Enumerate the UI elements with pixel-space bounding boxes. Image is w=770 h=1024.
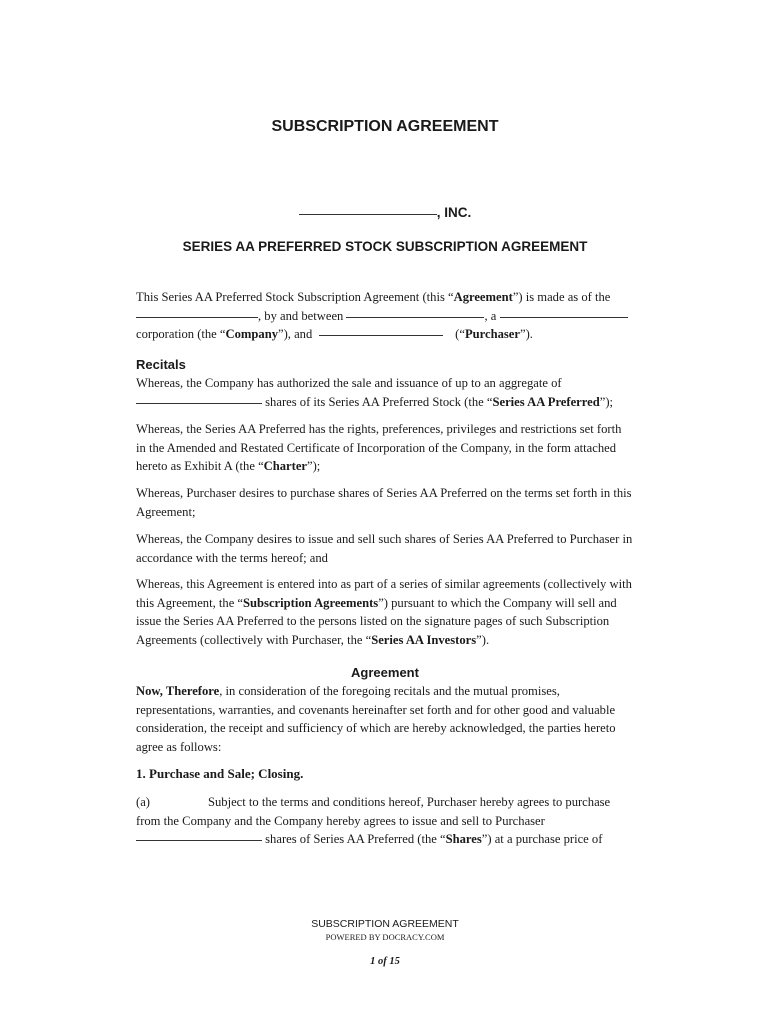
intro-text: ”), and: [278, 327, 313, 341]
intro-defined-term: Agreement: [453, 290, 513, 304]
recital-text: Whereas, the Series AA Preferred has the rights, preferences, privileges and restrictions set forth in the Amended and Restated Certificate of Incorporation of the Company, in the form attached hereto as Exhibit A (the “: [136, 422, 622, 473]
clause-text: ”) at a purchase price of: [481, 832, 603, 846]
company-suffix: , INC.: [436, 205, 472, 220]
intro-text: corporation (the “: [136, 327, 226, 341]
intro-text: (“: [455, 327, 465, 341]
document-title: SUBSCRIPTION AGREEMENT: [271, 118, 499, 135]
purchase-shares-blank: [136, 839, 262, 841]
footer-title: SUBSCRIPTION AGREEMENT: [311, 918, 459, 930]
state-blank: [500, 316, 628, 318]
recital-text: ”);: [307, 459, 321, 473]
footer-powered-by: POWERED BY DOCRACY.COM: [325, 932, 445, 942]
clause-label: (a): [136, 795, 150, 809]
date-blank: [136, 316, 258, 318]
recital-defined-term: Series AA Investors: [371, 632, 477, 647]
recital-2: [136, 420, 633, 476]
recital-text: ”) pursuant to which the Company will sell and issue the Series AA Preferred to the persons listed on the signature pages of such Subscription Agreements (collectively with Purchaser, the “: [136, 595, 617, 647]
recitals-heading: Recitals: [136, 357, 186, 372]
recital-5: [136, 575, 633, 649]
agreement-text: , in consideration of the foregoing recitals and the mutual promises, representations, warranties, and covenants hereinafter set forth and for other good and valuable consideration, the receipt and sufficiency of which are hereby acknowledged, the parties hereto agree as follows:: [136, 684, 616, 754]
intro-defined-term: Purchaser: [464, 327, 520, 341]
recital-text: ”).: [476, 632, 490, 647]
recital-text: Whereas, the Company desires to issue and sell such shares of Series AA Preferred to Purchaser in accordance with the terms hereof; and: [136, 532, 633, 565]
section-1-heading: 1. Purchase and Sale; Closing.: [136, 766, 304, 781]
intro-text: ”).: [519, 327, 533, 341]
intro-defined-term: Company: [225, 327, 278, 341]
intro-text: ”) is made as of the: [512, 290, 611, 304]
recital-text: shares of its Series AA Preferred Stock (the “: [265, 394, 493, 409]
clause-text: shares of Series AA Preferred (the “: [265, 832, 446, 846]
agreement-lead-in: Now, Therefore: [136, 684, 220, 698]
section-1a-paragraph: [136, 793, 633, 849]
agreement-paragraph: [136, 682, 633, 756]
recital-3: [136, 484, 633, 521]
recital-4: [136, 530, 633, 567]
intro-text: , by and between: [258, 308, 344, 323]
recital-defined-term: Subscription Agreements: [243, 595, 379, 610]
intro-paragraph: [136, 288, 633, 344]
recital-text: Whereas, Purchaser desires to purchase shares of Series AA Preferred on the terms set forth in this Agreement;: [136, 486, 632, 519]
document-subtitle: SERIES AA PREFERRED STOCK SUBSCRIPTION AGREEMENT: [182, 239, 588, 254]
clause-defined-term: Shares: [445, 832, 482, 846]
recital-text: Whereas, this Agreement is entered into as part of a series of similar agreements (collectively with this Agreement, the “: [136, 577, 632, 610]
intro-text: This Series AA Preferred Stock Subscription Agreement (this “: [136, 290, 454, 304]
company-blank: [346, 316, 484, 318]
shares-blank: [136, 402, 262, 404]
purchaser-blank: [319, 334, 443, 336]
recital-defined-term: Series AA Preferred: [492, 394, 600, 409]
intro-text: , a: [484, 308, 497, 323]
recital-defined-term: Charter: [263, 459, 308, 473]
recital-text: ”);: [599, 394, 614, 409]
company-name-blank: [299, 213, 437, 215]
recital-1: [136, 374, 633, 411]
company-name-line: [0, 205, 770, 220]
clause-text: Subject to the terms and conditions hereof, Purchaser hereby agrees to purchase from the Company and the Company hereby agrees to issue and sell to Purchaser: [136, 795, 611, 828]
page-number: 1 of 15: [370, 956, 400, 967]
agreement-heading: Agreement: [351, 665, 419, 680]
recital-text: Whereas, the Company has authorized the sale and issuance of up to an aggregate of: [136, 376, 562, 390]
